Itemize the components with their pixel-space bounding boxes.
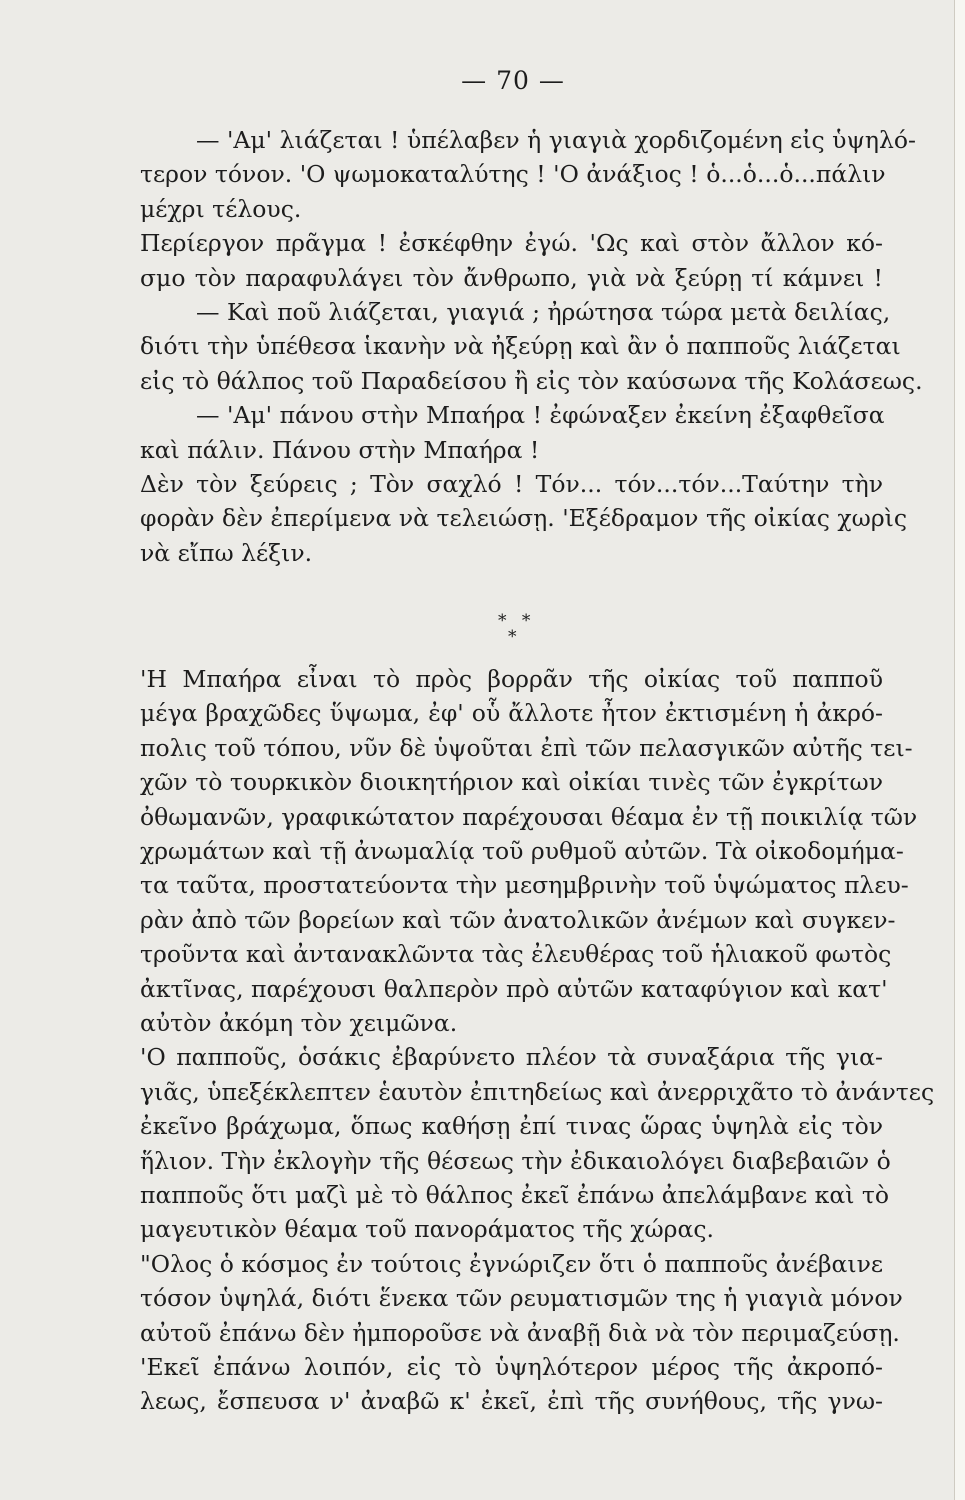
- text-line: ἀκτῖνας, παρέχουσι θαλπερὸν πρὸ αὐτῶν καταφύγιον καὶ κατ': [140, 974, 888, 1003]
- text-line: διότι τὴν ὑπέθεσα ἱκανὴν νὰ ἠξεύρῃ καὶ ἂν ὁ παπποῦς λιάζεται: [140, 332, 901, 361]
- text-line: σμο τὸν παραφυλάγει τὸν ἄνθρωπο, γιὰ νὰ ξεύρῃ τί κάμνει !: [140, 263, 883, 292]
- text-line: τροῦντα καὶ ἀντανακλῶντα τὰς ἐλευθέρας τοῦ ἡλιακοῦ φωτὸς: [140, 940, 892, 969]
- text-line: μαγευτικὸν θέαμα τοῦ πανοράματος τῆς χώρας.: [140, 1215, 714, 1244]
- text-line: αὐτὸν ἀκόμη τὸν χειμῶνα.: [140, 1008, 458, 1037]
- text-line: "Ολος ὁ κόσμος ἐν τούτοις ἐγνώριζεν ὅτι ὁ παπποῦς ἀνέβαινε: [140, 1249, 884, 1278]
- text-line: 'Ο παπποῦς, ὁσάκις ἐβαρύνετο πλέον τὰ συναξάρια τῆς για-: [140, 1043, 883, 1072]
- page-right-edge: [954, 0, 965, 1500]
- text-line: τόσον ὑψηλά, διότι ἕνεκα τῶν ρευματισμῶν της ἡ γιαγιὰ μόνον: [140, 1284, 903, 1313]
- text-line: καὶ πάλιν. Πάνου στὴν Μπαήρα !: [140, 435, 540, 464]
- text-line: λεως, ἔσπευσα ν' ἀναβῶ κ' ἐκεῖ, ἐπὶ τῆς συνήθους, τῆς γνω-: [140, 1387, 883, 1416]
- text-line: νὰ εἴπω λέξιν.: [140, 538, 313, 567]
- text-line: — 'Αμ' πάνου στὴν Μπαήρα ! ἐφώναξεν ἐκείνη ἐξαφθεῖσα: [196, 401, 885, 430]
- text-line: ρὰν ἀπὸ τῶν βορείων καὶ τῶν ἀνατολικῶν ἀνέμων καὶ συγκεν-: [140, 905, 896, 934]
- text-line: φορὰν δὲν ἐπερίμενα νὰ τελειώσῃ. 'Εξέδραμον τῆς οἰκίας χωρὶς: [140, 504, 908, 533]
- second-text-block: [140, 662, 935, 1419]
- text-line: ἐκεῖνο βράχωμα, ὅπως καθήσῃ ἐπί τινας ὥρας ὑψηλὰ εἰς τὸν: [140, 1112, 883, 1141]
- text-line: μέγα βραχῶδες ὕψωμα, ἐφ' οὗ ἄλλοτε ἦτον ἐκτισμένη ἡ ἀκρό-: [140, 699, 883, 728]
- page-body-text: [140, 123, 935, 1419]
- text-line: μέχρι τέλους.: [140, 194, 302, 223]
- text-line: ἥλιον. Τὴν ἐκλογὴν τῆς θέσεως τὴν ἐδικαιολόγει διαβεβαιῶν ὁ: [140, 1146, 891, 1175]
- text-line: — Καὶ ποῦ λιάζεται, γιαγιά ; ἠρώτησα τώρα μετὰ δειλίας,: [196, 297, 891, 326]
- text-line: 'Η Μπαήρα εἶναι τὸ πρὸς βορρᾶν τῆς οἰκίας τοῦ παπποῦ: [140, 665, 883, 694]
- section-separator: [140, 604, 883, 662]
- first-text-block: [140, 123, 923, 570]
- text-line: γιᾶς, ὑπεξέκλεπτεν ἑαυτὸν ἐπιτηδείως καὶ ἀνερριχᾶτο τὸ ἀνάντες: [140, 1077, 935, 1106]
- text-line: τα ταῦτα, προστατεύοντα τὴν μεσημβρινὴν τοῦ ὑψώματος πλευ-: [140, 871, 909, 900]
- text-line: εἰς τὸ θάλπος τοῦ Παραδείσου ἢ εἰς τὸν καύσωνα τῆς Κολάσεως.: [140, 366, 923, 395]
- text-line: 'Εκεῖ ἐπάνω λοιπόν, εἰς τὸ ὑψηλότερον μέρος τῆς ἀκροπό-: [140, 1352, 883, 1381]
- text-line: χῶν τὸ τουρκικὸν διοικητήριον καὶ οἰκίαι τινὲς τῶν ἐγκρίτων: [140, 768, 883, 797]
- text-line: ὀθωμανῶν, γραφικώτατον παρέχουσαι θέαμα ἐν τῇ ποικιλίᾳ τῶν: [140, 802, 918, 831]
- separator-stars-top: * *: [498, 611, 536, 632]
- page-number: — 70 —: [461, 66, 565, 95]
- text-line: — 'Αμ' λιάζεται ! ὑπέλαβεν ἡ γιαγιὰ χορδιζομένη εἰς ὑψηλό-: [196, 126, 916, 154]
- text-line: αὐτοῦ ἐπάνω δὲν ἠμποροῦσε νὰ ἀναβῇ διὰ νὰ τὸν περιμαζεύσῃ.: [140, 1318, 900, 1347]
- text-line: χρωμάτων καὶ τῇ ἀνωμαλίᾳ τοῦ ρυθμοῦ αὐτῶν. Τὰ οἰκοδομήμα-: [140, 837, 904, 866]
- text-line: πολις τοῦ τόπου, νῦν δὲ ὑψοῦται ἐπὶ τῶν πελασγικῶν αὐτῆς τει-: [140, 733, 913, 762]
- text-line: Περίεργον πρᾶγμα ! ἐσκέφθην ἐγώ. 'Ως καὶ στὸν ἄλλον κό-: [140, 229, 883, 258]
- text-line: παπποῦς ὅτι μαζὶ μὲ τὸ θάλπος ἐκεῖ ἐπάνω ἀπελάμβανε καὶ τὸ: [140, 1180, 890, 1209]
- text-line: Δὲν τὸν ξεύρεις ; Τὸν σαχλό ! Τόν... τόν...τόν...Ταύτην τὴν: [140, 469, 883, 498]
- text-line: τερον τόνον. 'Ο ψωμοκαταλύτης ! 'Ο ἀνάξιος ! ὁ...ὁ...ὁ...πάλιν: [140, 160, 886, 189]
- separator-stars-bottom: *: [508, 627, 517, 648]
